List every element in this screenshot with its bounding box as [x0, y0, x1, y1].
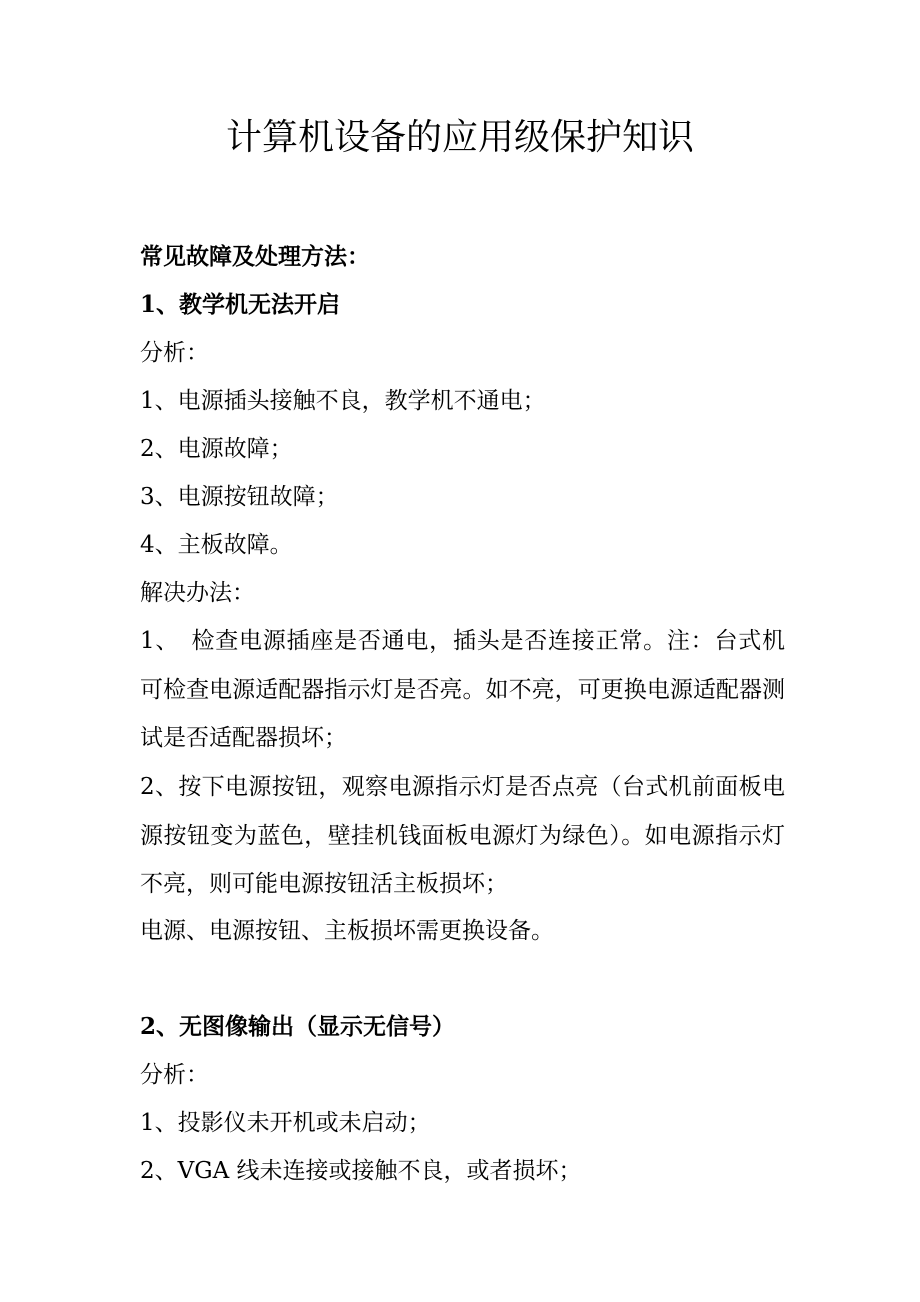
fault1-solution-item-2: 2、按下电源按钮，观察电源指示灯是否点亮（台式机前面板电源按钮变为蓝色，壁挂机钱面板电源灯为绿色）。如电源指示灯不亮，则可能电源按钮活主板损坏；: [140, 774, 785, 897]
section-heading: 常见故障及处理方法：: [140, 243, 370, 270]
fault1-analysis-label: 分析：: [140, 340, 209, 366]
fault2-analysis-label: 分析：: [140, 1062, 209, 1088]
fault2-analysis-item-1: 1、投影仪未开机或未启动；: [140, 1110, 431, 1136]
fault1-analysis-item-2: 2、电源故障；: [140, 436, 293, 462]
document-title: 计算机设备的应用级保护知识: [225, 117, 694, 158]
fault1-analysis-item-4: 4、主板故障。: [140, 532, 293, 558]
fault1-solution-item-3: 电源、电源按钮、主板损坏需更换设备。: [140, 918, 554, 944]
fault1-solution-label: 解决办法：: [140, 580, 255, 606]
fault1-analysis-item-3: 3、电源按钮故障；: [140, 484, 339, 510]
fault1-heading: 1、教学机无法开启: [140, 291, 341, 318]
fault2-analysis-item-2: 2、VGA 线未连接或接触不良，或者损坏；: [140, 1158, 582, 1184]
fault1-solution-item-1: 1、 检查电源插座是否通电，插头是否连接正常。注：台式机可检查电源适配器指示灯是否亮。如不亮，可更换电源适配器测试是否适配器损坏；: [140, 628, 785, 751]
fault2-heading: 2、无图像输出（显示无信号）: [140, 1013, 456, 1040]
fault1-analysis-item-1: 1、电源插头接触不良，教学机不通电；: [140, 388, 546, 414]
